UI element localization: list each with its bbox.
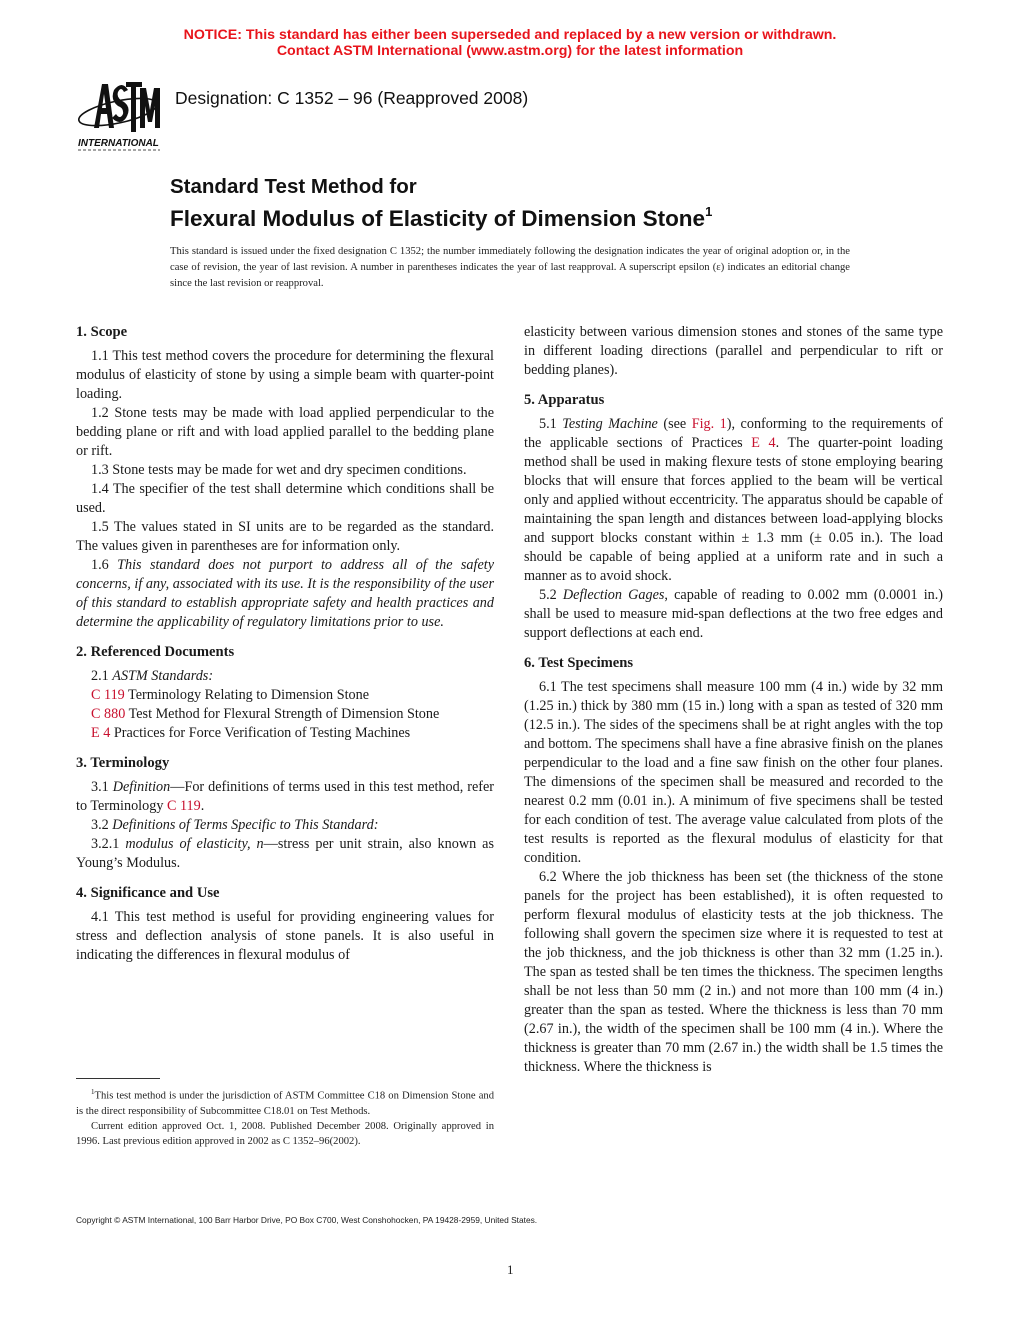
reference-item [76,724,494,743]
footnotes [76,1085,494,1149]
footnote-mark: 1 [91,1088,95,1096]
paragraph-text: . The quarter-point loading method shall be used in making flexure tests of stone employing bearing blocks that will ensure that forces applied to the beam will be vertical only and applied without eccentricity. The apparatus should be capable of maintaining the span length and distances between load-applying blocks and support blocks constant within ± 1.3 mm (± 0.05 in.). The load should be capable of being applied at a uniform rate and in such a manner as to avoid shock. [524,435,943,584]
reference-title: Test Method for Flexural Strength of Dimension Stone [125,706,440,722]
paragraph-text: , capable of reading to 0.002 mm (0.0001 in.) shall be used to measure mid-span deflections at the two free edges and support deflections at each end. [524,587,944,641]
term: Testing Machine [562,416,658,432]
left-column [76,323,494,965]
copyright-notice: Copyright © ASTM International, 100 Barr Harbor Drive, PO Box C700, West Conshohocken, PA 19428-2959, United States. [76,1215,538,1225]
paragraph-1-6 [76,556,494,632]
footnote-divider [76,1078,160,1079]
footnote-text: This test method is under the jurisdiction of ASTM Committee C18 on Dimension Stone and is the direct responsibility of Subcommittee C18.01 on Test Methods. [76,1090,494,1117]
paragraph-text: ), conforming to the requirements of the applicable sections of Practices [524,416,943,451]
paragraph-6-1: 6.1 The test specimens shall measure 100 mm (4 in.) wide by 32 mm (1.25 in.) thick by 380 mm (15 in.) long with a span as tested of 320 mm (12.5 in.). The sides of the specimens shall be at right angles with the top and bottom. The specimens shall have a fine abrasive finish on the planes perpendicular to the load and a fine saw finish on the other four planes. The dimensions of the specimen shall be measured and recorded to the nearest 0.2 mm (0.01 in.). A minimum of five specimens shall be tested for each condition of test. The average value calculated from plots of the test results is reported as the flexural modulus of elasticity for that condition. [524,679,943,866]
notice-line-2: Contact ASTM International (www.astm.org) for the latest information [276,43,744,59]
paragraph-text: (see [657,416,692,432]
paragraph-5-2 [524,586,943,643]
term: modulus of elasticity, n [125,836,264,852]
paragraph-4-1: 4.1 This test method is useful for providing engineering values for stress and deflection analysis of stone panels. It is also useful in indicating the differences in flexural modulus of [76,909,494,963]
paragraph-6-2: 6.2 Where the job thickness has been set (the thickness of the stone panels for the project has been established), it is often requested to perform flexural modulus of elasticity tests at the job thickness. The following shall govern the specimen size where it is requested to test at the job thickness, and the job thickness is other than 32 mm (1.25 in.). The span as tested shall be ten times the thickness. The specimen lengths shall be not less than 50 mm (2 in.) and not more than 100 mm (4 in.) greater than the span as tested. Where the thickness is less than 70 mm (2.67 in.), the width of the specimen shall be 100 mm (4 in.). Where the thickness is greater than 70 mm (2.67 in.) the width shall be 1.5 times the thickness. Where the thickness is [524,869,943,1075]
section-heading-terminology: 3. Terminology [76,755,170,771]
punctuation: . [200,798,205,814]
paragraph-number: 3.2 [91,817,113,833]
term: Definitions of Terms Specific to This Standard: [112,817,379,833]
reference-link-c119[interactable]: C 119 [166,798,201,814]
astm-logo [76,76,162,152]
reference-title: Practices for Force Verification of Testing Machines [110,725,411,741]
astm-standards-label: ASTM Standards: [112,668,214,684]
paragraph-1-3: 1.3 Stone tests may be made for wet and dry specimen conditions. [91,462,467,478]
term: Deflection Gages [562,587,665,603]
page-number: 1 [507,1262,514,1277]
section-heading-apparatus: 5. Apparatus [524,392,605,408]
reference-link-c880[interactable]: C 880 [91,706,126,722]
reference-link-e4[interactable]: E 4 [751,435,776,451]
title-text: Flexural Modulus of Elasticity of Dimension Stone [170,206,706,231]
notice-line-1: NOTICE: This standard has either been superseded and replaced by a new version or withdrawn. [183,27,837,43]
right-column [524,323,943,1077]
paragraph-3-2-1 [76,835,494,873]
paragraph-number: 2.1 [91,668,113,684]
title-line-1: Standard Test Method for [170,175,417,198]
section-heading-significance: 4. Significance and Use [76,885,220,901]
designation-intro: This standard is issued under the fixed designation C 1352; the number immediately following the designation indicates the year of original adoption or, in the case of revision, the year of last revision. A number in parentheses indicates the year of last reapproval. A superscript epsilon (ε) indicates an editorial change since the last revision or reapproval. [170,246,850,289]
reference-link-c119[interactable]: C 119 [91,687,125,703]
paragraph-text: —For definitions of terms used in this test method, refer to Terminology [76,779,494,814]
term: Definition [112,779,171,795]
paragraph-3-1 [76,778,494,816]
reference-item [76,686,494,705]
paragraph-5-1 [524,415,943,586]
footnote-1 [76,1085,494,1119]
paragraph-number: 1.6 [91,557,118,573]
paragraph-1-5: 1.5 The values stated in SI units are to be regarded as the standard. The values given in parentheses are for information only. [76,519,494,554]
paragraph-number: 3.2.1 [91,836,126,852]
safety-statement: This standard does not purport to address all of the safety concerns, if any, associated with its use. It is the responsibility of the user of this standard to establish appropriate safety and health practices and determine the applicability of regulatory limitations prior to use. [76,557,494,630]
paragraph-2-1 [76,667,494,686]
paragraph-1-4: 1.4 The specifier of the test shall determine which conditions shall be used. [76,481,494,516]
paragraph-number: 5.2 [539,587,563,603]
section-heading-scope: 1. Scope [76,324,128,340]
reference-link-e4[interactable]: E 4 [91,725,111,741]
section-heading-referenced-documents: 2. Referenced Documents [76,644,235,660]
paragraph-1-1: 1.1 This test method covers the procedure for determining the flexural modulus of elasticity of stone by using a simple beam with quarter-point loading. [76,348,494,402]
document-title [170,175,712,232]
section-heading-test-specimens: 6. Test Specimens [524,655,634,671]
paragraph-number: 3.1 [91,779,113,795]
footnote-edition: Current edition approved Oct. 1, 2008. Published December 2008. Originally approved in 1996. Last previous edition approved in 2002 as C 1352–96(2002). [76,1120,494,1147]
reference-title: Terminology Relating to Dimension Stone [124,687,370,703]
paragraph-1-2: 1.2 Stone tests may be made with load applied perpendicular to the bedding plane or rift and with load applied parallel to the bedding plane or rift. [76,405,494,459]
title-line-2 [170,199,712,232]
figure-link-fig1[interactable]: Fig. 1 [691,416,727,432]
astm-international-logo-icon [76,76,162,152]
title-footnote-mark[interactable]: 1 [705,204,713,219]
definition-text: —stress per unit strain, also known as Young’s Modulus. [76,836,494,871]
paragraph-3-2 [76,816,494,835]
paragraph-number: 5.1 [539,416,563,432]
reference-item [76,705,494,724]
designation: Designation: C 1352 – 96 (Reapproved 2008) [175,88,529,108]
paragraph-4-1-continued: elasticity between various dimension stones and stones of the same type in different loading directions (parallel and perpendicular to rift or bedding planes). [524,324,943,378]
withdrawal-notice [0,27,1020,59]
logo-text: INTERNATIONAL [78,138,159,149]
